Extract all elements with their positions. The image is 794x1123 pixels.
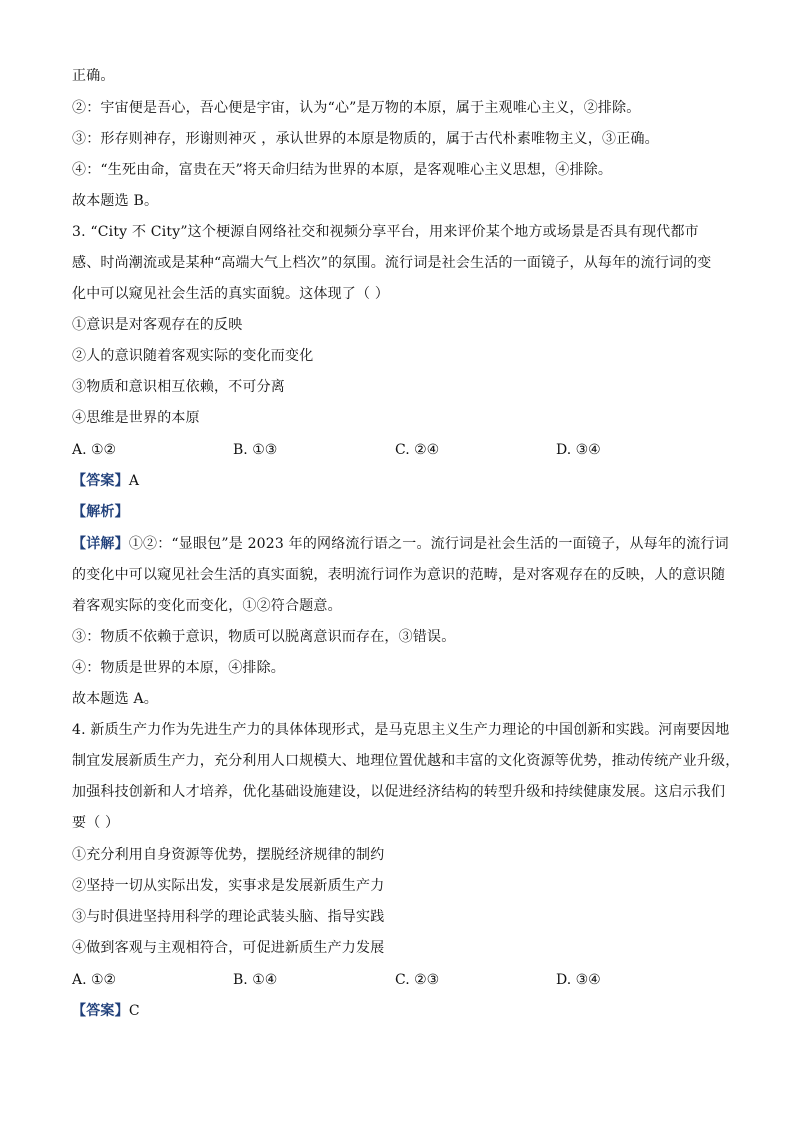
detail-line: ④：物质是世界的本原，④排除。	[72, 660, 285, 676]
detail-line	[72, 534, 732, 554]
detail-text: ①②：“显眼包”是 2023 年的网络流行语之一。流行词是社会生活的一面镜子，从每年的流行词	[128, 536, 729, 552]
answer-line	[72, 471, 732, 491]
option-d: D. ③④	[556, 972, 601, 988]
statement-item: ④做到客观与主观相符合，可促进新质生产力发展	[72, 940, 385, 956]
answer-tag: 【答案】	[72, 1003, 129, 1019]
question-3-text: 3. “City 不 City”这个梗源自网络社交和视频分享平台，用来评价某个地方或场景是否具有现代都市	[72, 224, 699, 240]
text-line: 正确。	[72, 68, 115, 84]
analysis-line	[72, 502, 732, 522]
statement-item: ①充分利用自身资源等优势，摆脱经济规律的制约	[72, 847, 385, 863]
statement-item: ②人的意识随着客观实际的变化而变化	[72, 348, 314, 364]
statement-item: ④思维是世界的本原	[72, 410, 200, 426]
statement-item: ②坚持一切从实际出发，实事求是发展新质生产力	[72, 878, 385, 894]
answer-value: A	[128, 473, 140, 489]
text-line: ④：“生死由命，富贵在天”将天命归结为世界的本原，是客观唯心主义思想，④排除。	[72, 162, 613, 178]
question-3-text: 感、时尚潮流或是某种“高端大气上档次”的氛围。流行词是社会生活的一面镜子，从每年的流行词的变	[72, 255, 712, 271]
option-a: A. ①②	[72, 442, 117, 458]
answer-value: C	[128, 1003, 140, 1019]
statement-item: ①意识是对客观存在的反映	[72, 317, 243, 333]
text-line: ②：宇宙便是吾心，吾心便是宇宙，认为“心”是万物的本原，属于主观唯心主义，②排除。	[72, 100, 641, 116]
detail-line: 的变化中可以窥见社会生活的真实面貌，表明流行词作为意识的范畴，是对客观存在的反映，人的意识随	[72, 567, 726, 583]
question-4-text: 4. 新质生产力作为先进生产力的具体体现形式，是马克思主义生产力理论的中国创新和实践。河南要因地	[72, 722, 730, 738]
question-4-text: 要（ ）	[72, 815, 120, 831]
detail-line: ③：物质不依赖于意识，物质可以脱离意识而存在，③错误。	[72, 629, 456, 645]
option-c: C. ②④	[395, 442, 440, 458]
question-3-text: 化中可以窥见社会生活的真实面貌。这体现了（ ）	[72, 286, 390, 302]
detail-line: 故本题选 A。	[72, 691, 158, 707]
answer-tag: 【答案】	[72, 473, 129, 489]
answer-line	[72, 1001, 732, 1021]
text-line: ③：形存则神存，形谢则神灭 ，承认世界的本原是物质的，属于古代朴素唯物主义，③正确。	[72, 131, 659, 147]
option-b: B. ①③	[233, 442, 278, 458]
question-4-text: 制宜发展新质生产力，充分利用人口规模大、地理位置优越和丰富的文化资源等优势，推动传统产业升级，	[72, 753, 740, 769]
statement-item: ③物质和意识相互依赖，不可分离	[72, 379, 285, 395]
detail-line: 着客观实际的变化而变化，①②符合题意。	[72, 598, 342, 614]
statement-item: ③与时俱进坚持用科学的理论武装头脑、指导实践	[72, 909, 385, 925]
option-d: D. ③④	[556, 442, 601, 458]
option-c: C. ②③	[395, 972, 440, 988]
option-b: B. ①④	[233, 972, 278, 988]
analysis-tag: 【解析】	[72, 504, 129, 520]
detail-tag: 【详解】	[72, 536, 129, 552]
question-4-text: 加强科技创新和人才培养，优化基础设施建设，以促进经济结构的转型升级和持续健康发展。这启示我们	[72, 784, 726, 800]
text-line: 故本题选 B。	[72, 193, 159, 209]
option-a: A. ①②	[72, 972, 117, 988]
